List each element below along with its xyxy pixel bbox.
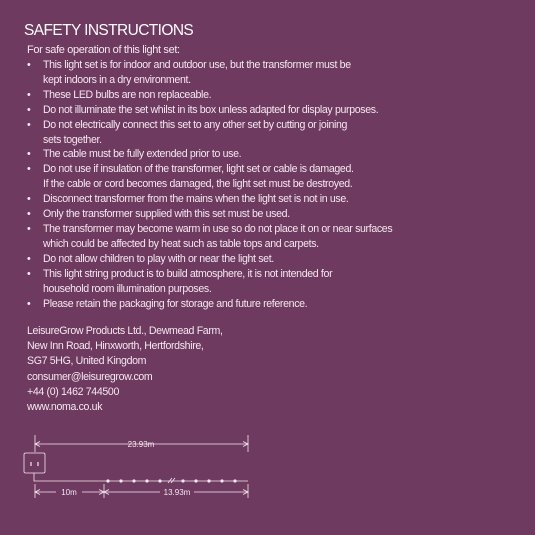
- line: • Do not electrically connect this set to any other set by cutting or joining: [43, 118, 348, 131]
- line: kept indoors in a dry environment.: [43, 73, 191, 86]
- line: • Do not allow children to play with or near the light set.: [43, 252, 274, 265]
- led-bulb-icon: [181, 479, 184, 482]
- led-bulb-icon: [207, 479, 210, 482]
- led-bulb-icon: [158, 479, 161, 482]
- line: If the cable or cord becomes damaged, the light set must be destroyed.: [43, 178, 353, 191]
- line: • These LED bulbs are non replaceable.: [43, 88, 212, 101]
- line: • This light string product is to build atmosphere, it is not intended for: [43, 267, 333, 280]
- line: • Do not illuminate the set whilst in its box unless adapted for display purposes.: [43, 103, 379, 116]
- cable-line: [34, 473, 248, 481]
- website: www.noma.co.uk: [27, 401, 103, 414]
- line: sets together.: [43, 133, 102, 146]
- address-line: SG7 5HG, United Kingdom: [27, 355, 147, 368]
- line: • The cable must be fully extended prior to use.: [43, 148, 242, 161]
- email-address: consumer@leisuregrow.com: [27, 370, 153, 383]
- phone-number: +44 (0) 1462 744500: [27, 385, 120, 398]
- lead-length-label: 10m: [61, 488, 77, 497]
- led-bulb-icon: [132, 479, 135, 482]
- line: • The transformer may become warm in use so do not place it on or near surfaces: [43, 222, 393, 235]
- line: • This light set is for indoor and outdoor use, but the transformer must be: [43, 59, 351, 71]
- led-bulb-icon: [233, 479, 236, 482]
- intro-text: For safe operation of this light set:: [27, 44, 180, 56]
- line: • Please retain the packaging for storage and future reference.: [43, 297, 308, 310]
- line: • Only the transformer supplied with this set must be used.: [43, 208, 290, 221]
- line: which could be affected by heat such as table tops and carpets.: [43, 237, 319, 250]
- page-title: SAFETY INSTRUCTIONS: [24, 22, 194, 39]
- line: • Disconnect transformer from the mains when the light set is not in use.: [43, 193, 349, 206]
- led-bulb-icon: [145, 479, 148, 482]
- led-bulb-icon: [194, 479, 197, 482]
- plug-icon: [24, 453, 45, 473]
- address-line: LeisureGrow Products Ltd., Dewmead Farm,: [27, 325, 223, 337]
- line: • Do not use if insulation of the transformer, light set or cable is damaged.: [43, 163, 354, 176]
- total-length-label: 23.93m: [127, 440, 155, 449]
- led-bulb-icon: [220, 479, 223, 482]
- led-bulb-icon: [106, 479, 109, 482]
- line: household room illumination purposes.: [43, 282, 212, 295]
- lit-length-label: 13.93m: [163, 488, 191, 497]
- address-line: New Inn Road, Hinxworth, Hertfordshire,: [27, 340, 204, 353]
- led-bulb-icon: [119, 479, 122, 482]
